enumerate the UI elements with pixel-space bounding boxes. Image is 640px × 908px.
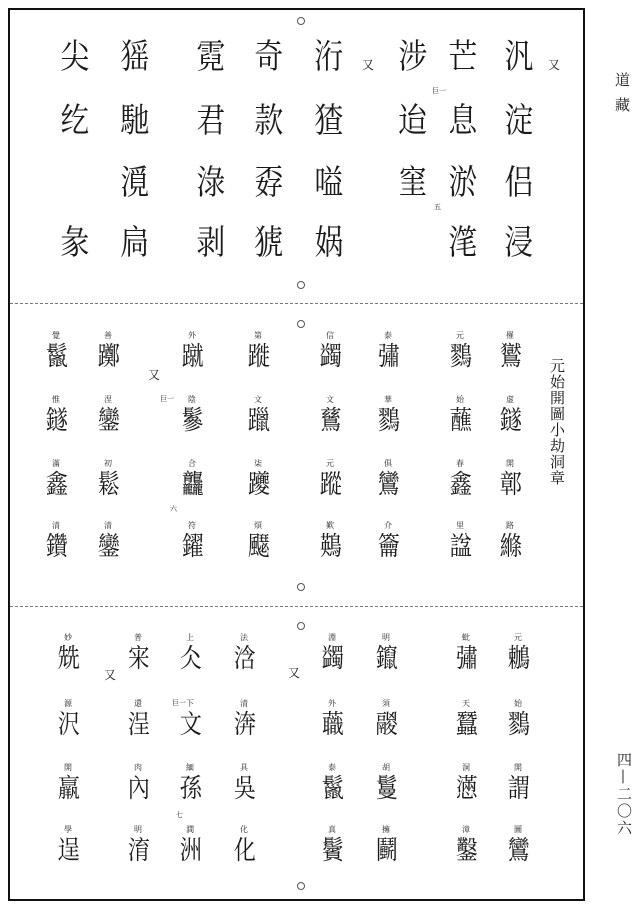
glyph-label: 淵 [328, 633, 336, 642]
glyph-label: 洞 [462, 763, 470, 772]
seal-glyph: 孬 [254, 163, 282, 203]
seal-glyph: 娲 [314, 223, 342, 263]
you-marker: 又 [148, 368, 161, 382]
seal-glyph: 浸 [504, 223, 532, 263]
section-marker: 巨一 [172, 699, 186, 707]
glyph-label: 具 [240, 763, 248, 772]
glyph-label: 始 [514, 699, 522, 708]
seal-glyph: 蘵 [321, 710, 343, 740]
glyph-label: 圖 [514, 825, 522, 834]
seal-glyph: 羸 [57, 774, 79, 804]
glyph-label: 外 [328, 699, 336, 708]
seal-glyph: 鬣 [45, 342, 67, 372]
glyph-label: 學 [64, 825, 72, 834]
page-frame [8, 8, 585, 901]
seal-glyph: 躨 [247, 470, 269, 500]
you-marker: 又 [288, 666, 301, 680]
glyph-label: 始 [456, 395, 464, 404]
seal-glyph: 內 [127, 774, 149, 804]
seal-glyph: 躑 [97, 342, 119, 372]
seal-glyph: 飋 [247, 532, 269, 562]
glyph-label: 開 [64, 763, 72, 772]
seal-glyph: 龘 [181, 470, 203, 500]
glyph-label: 華 [384, 395, 392, 404]
section-marker: 巨一 [160, 395, 174, 403]
seal-glyph: 嗌 [314, 163, 342, 203]
glyph-label: 元 [326, 459, 334, 468]
seal-glyph: 鬘 [375, 774, 397, 804]
seal-glyph: 鬷 [375, 710, 397, 740]
seal-glyph: 鸞 [377, 470, 399, 500]
you-marker: 又 [362, 58, 375, 72]
glyph-label: 罹 [506, 331, 514, 340]
seal-glyph: 猺 [120, 37, 148, 77]
seal-glyph: 鶧 [319, 532, 341, 562]
glyph-label: 緬 [186, 763, 194, 772]
seal-glyph: 蹝 [247, 342, 269, 372]
seal-glyph: 鷚 [507, 710, 529, 740]
seal-glyph: 尖 [60, 37, 88, 77]
seal-glyph: 沢 [57, 710, 79, 740]
glyph-label: 歎 [326, 521, 334, 530]
binding-hole [297, 583, 305, 591]
glyph-label: 陰 [188, 395, 196, 404]
seal-glyph: 鐩 [45, 406, 67, 436]
section-marker: 六 [170, 505, 177, 513]
glyph-label: 外 [188, 331, 196, 340]
glyph-label: 開 [506, 459, 514, 468]
seal-glyph: 浧 [127, 710, 149, 740]
glyph-label: 清 [52, 521, 60, 530]
glyph-label: 俱 [384, 459, 392, 468]
binding-hole [297, 281, 305, 289]
section-marker: 巨一 [432, 87, 446, 95]
seal-glyph: 猹 [314, 101, 342, 141]
glyph-label: 合 [188, 459, 196, 468]
seal-glyph: 蘸 [449, 406, 471, 436]
seal-glyph: 扃 [120, 223, 148, 263]
seal-glyph: 躐 [247, 406, 269, 436]
seal-glyph: 鑫 [45, 470, 67, 500]
binding-hole [297, 882, 305, 890]
seal-glyph: 滗 [448, 223, 476, 263]
seal-glyph: 馳 [120, 101, 148, 141]
seal-glyph: 渀 [233, 710, 255, 740]
seal-glyph: 鶒 [507, 644, 529, 674]
seal-glyph: 迨 [398, 101, 426, 141]
seal-glyph: 彇 [455, 644, 477, 674]
seal-glyph: 鶿 [319, 406, 341, 436]
seal-glyph: 蹴 [181, 342, 203, 372]
seal-glyph: 孫 [179, 774, 201, 804]
seal-glyph: 蹤 [319, 470, 341, 500]
section-marker: 七 [176, 811, 183, 819]
panel-divider [10, 606, 583, 607]
seal-glyph: 懣 [455, 774, 477, 804]
seal-glyph: 鑿 [455, 836, 477, 866]
seal-glyph: 蠲 [321, 644, 343, 674]
glyph-label: 里 [456, 521, 464, 530]
glyph-label: 開 [514, 763, 522, 772]
glyph-label: 元 [514, 633, 522, 642]
seal-glyph: 侣 [504, 163, 532, 203]
seal-glyph: 浛 [233, 644, 255, 674]
glyph-label: 第 [254, 331, 262, 340]
you-marker: 又 [548, 58, 561, 72]
seal-glyph: 鸞 [507, 836, 529, 866]
seal-glyph: 奇 [254, 37, 282, 77]
glyph-label: 擁 [382, 825, 390, 834]
seal-glyph: 逞 [57, 836, 79, 866]
seal-glyph: 鑹 [375, 644, 397, 674]
seal-glyph: 芒 [448, 37, 476, 77]
seal-glyph: 鄣 [499, 470, 521, 500]
glyph-label: 源 [64, 699, 72, 708]
glyph-label: 煩 [254, 521, 262, 530]
seal-glyph: 洐 [314, 37, 342, 77]
seal-glyph: 化 [233, 836, 255, 866]
glyph-label: 胡 [382, 763, 390, 772]
chapter-title: 元始開圖小劫洞章 [548, 358, 566, 486]
seal-glyph: 宩 [127, 644, 149, 674]
seal-glyph: 淯 [127, 836, 149, 866]
seal-glyph: 淀 [504, 101, 532, 141]
glyph-label: 妙 [64, 633, 72, 642]
seal-glyph: 彖 [60, 223, 88, 263]
seal-glyph: 文 [179, 710, 201, 740]
seal-glyph: 漞 [120, 163, 148, 203]
glyph-label: 化 [240, 825, 248, 834]
seal-glyph: 蠶 [455, 710, 477, 740]
seal-glyph: 鬣 [321, 774, 343, 804]
seal-glyph: 吳 [233, 774, 255, 804]
glyph-label: 元 [456, 331, 464, 340]
seal-glyph: 鑾 [97, 406, 119, 436]
glyph-label: 還 [134, 699, 142, 708]
glyph-label: 蚍 [462, 633, 470, 642]
glyph-label: 清 [104, 521, 112, 530]
page-number: 四—二〇六 [615, 752, 633, 837]
seal-glyph: 鬆 [97, 470, 119, 500]
seal-glyph: 窐 [398, 163, 426, 203]
seal-glyph: 鸑 [499, 342, 521, 372]
seal-glyph: 縧 [499, 532, 521, 562]
seal-glyph: 籥 [377, 532, 399, 562]
seal-glyph: 鑽 [45, 532, 67, 562]
binding-hole [297, 320, 305, 328]
glyph-label: 上 [186, 633, 194, 642]
glyph-label: 善 [104, 331, 112, 340]
seal-glyph: 息 [448, 101, 476, 141]
glyph-label: 澗 [186, 825, 194, 834]
glyph-label: 文 [326, 395, 334, 404]
binding-hole [297, 622, 305, 630]
glyph-label: 初 [104, 459, 112, 468]
glyph-label: 須 [382, 699, 390, 708]
glyph-label: 明 [382, 633, 390, 642]
glyph-label: 柒 [254, 459, 262, 468]
seal-glyph: 彇 [377, 342, 399, 372]
seal-glyph: 謂 [507, 774, 529, 804]
seal-glyph: 鐩 [499, 406, 521, 436]
seal-glyph: 鬢 [321, 836, 343, 866]
seal-glyph: 鬖 [181, 406, 203, 436]
seal-glyph: 鑃 [181, 532, 203, 562]
glyph-label: 肉 [134, 763, 142, 772]
seal-glyph: 鷚 [449, 342, 471, 372]
seal-glyph: 款 [254, 101, 282, 141]
seal-glyph: 霓 [196, 37, 224, 77]
glyph-label: 法 [240, 633, 248, 642]
seal-glyph: 涉 [398, 37, 426, 77]
seal-glyph: 鷚 [377, 406, 399, 436]
glyph-label: 涅 [104, 395, 112, 404]
glyph-label: 路 [506, 521, 514, 530]
glyph-label: 滿 [52, 459, 60, 468]
seal-glyph: 蠲 [319, 342, 341, 372]
glyph-label: 泰 [328, 763, 336, 772]
glyph-label: 泰 [384, 331, 392, 340]
seal-glyph: 猇 [254, 223, 282, 263]
seal-glyph: 汎 [504, 37, 532, 77]
seal-glyph: 鬬 [375, 836, 397, 866]
seal-glyph: 纥 [60, 101, 88, 141]
glyph-label: 符 [188, 521, 196, 530]
glyph-label: 惟 [52, 395, 60, 404]
seal-glyph: 淥 [196, 163, 224, 203]
seal-glyph: 剥 [196, 223, 224, 263]
glyph-label: 春 [456, 459, 464, 468]
binding-hole [297, 17, 305, 25]
seal-glyph: 鑾 [97, 532, 119, 562]
glyph-label: 普 [134, 633, 142, 642]
seal-glyph: 鑫 [449, 470, 471, 500]
glyph-label: 虚 [506, 395, 514, 404]
glyph-label: 清 [240, 699, 248, 708]
section-marker: 五 [434, 203, 441, 211]
glyph-label: 真 [328, 825, 336, 834]
panel-divider [10, 303, 583, 304]
seal-glyph: 君 [196, 101, 224, 141]
glyph-label: 漳 [462, 825, 470, 834]
seal-glyph: 諡 [449, 532, 471, 562]
collection-name: 道藏 [613, 72, 631, 122]
glyph-label: 文 [254, 395, 262, 404]
seal-glyph: 淤 [448, 163, 476, 203]
glyph-label: 覺 [52, 331, 60, 340]
seal-glyph: 洲 [179, 836, 201, 866]
seal-glyph: 仌 [179, 644, 201, 674]
glyph-label: 天 [462, 699, 470, 708]
glyph-label: 下 [186, 699, 194, 708]
glyph-label: 明 [134, 825, 142, 834]
glyph-label: 介 [384, 521, 392, 530]
you-marker: 又 [104, 668, 117, 682]
seal-glyph: 兟 [57, 644, 79, 674]
glyph-label: 信 [326, 331, 334, 340]
